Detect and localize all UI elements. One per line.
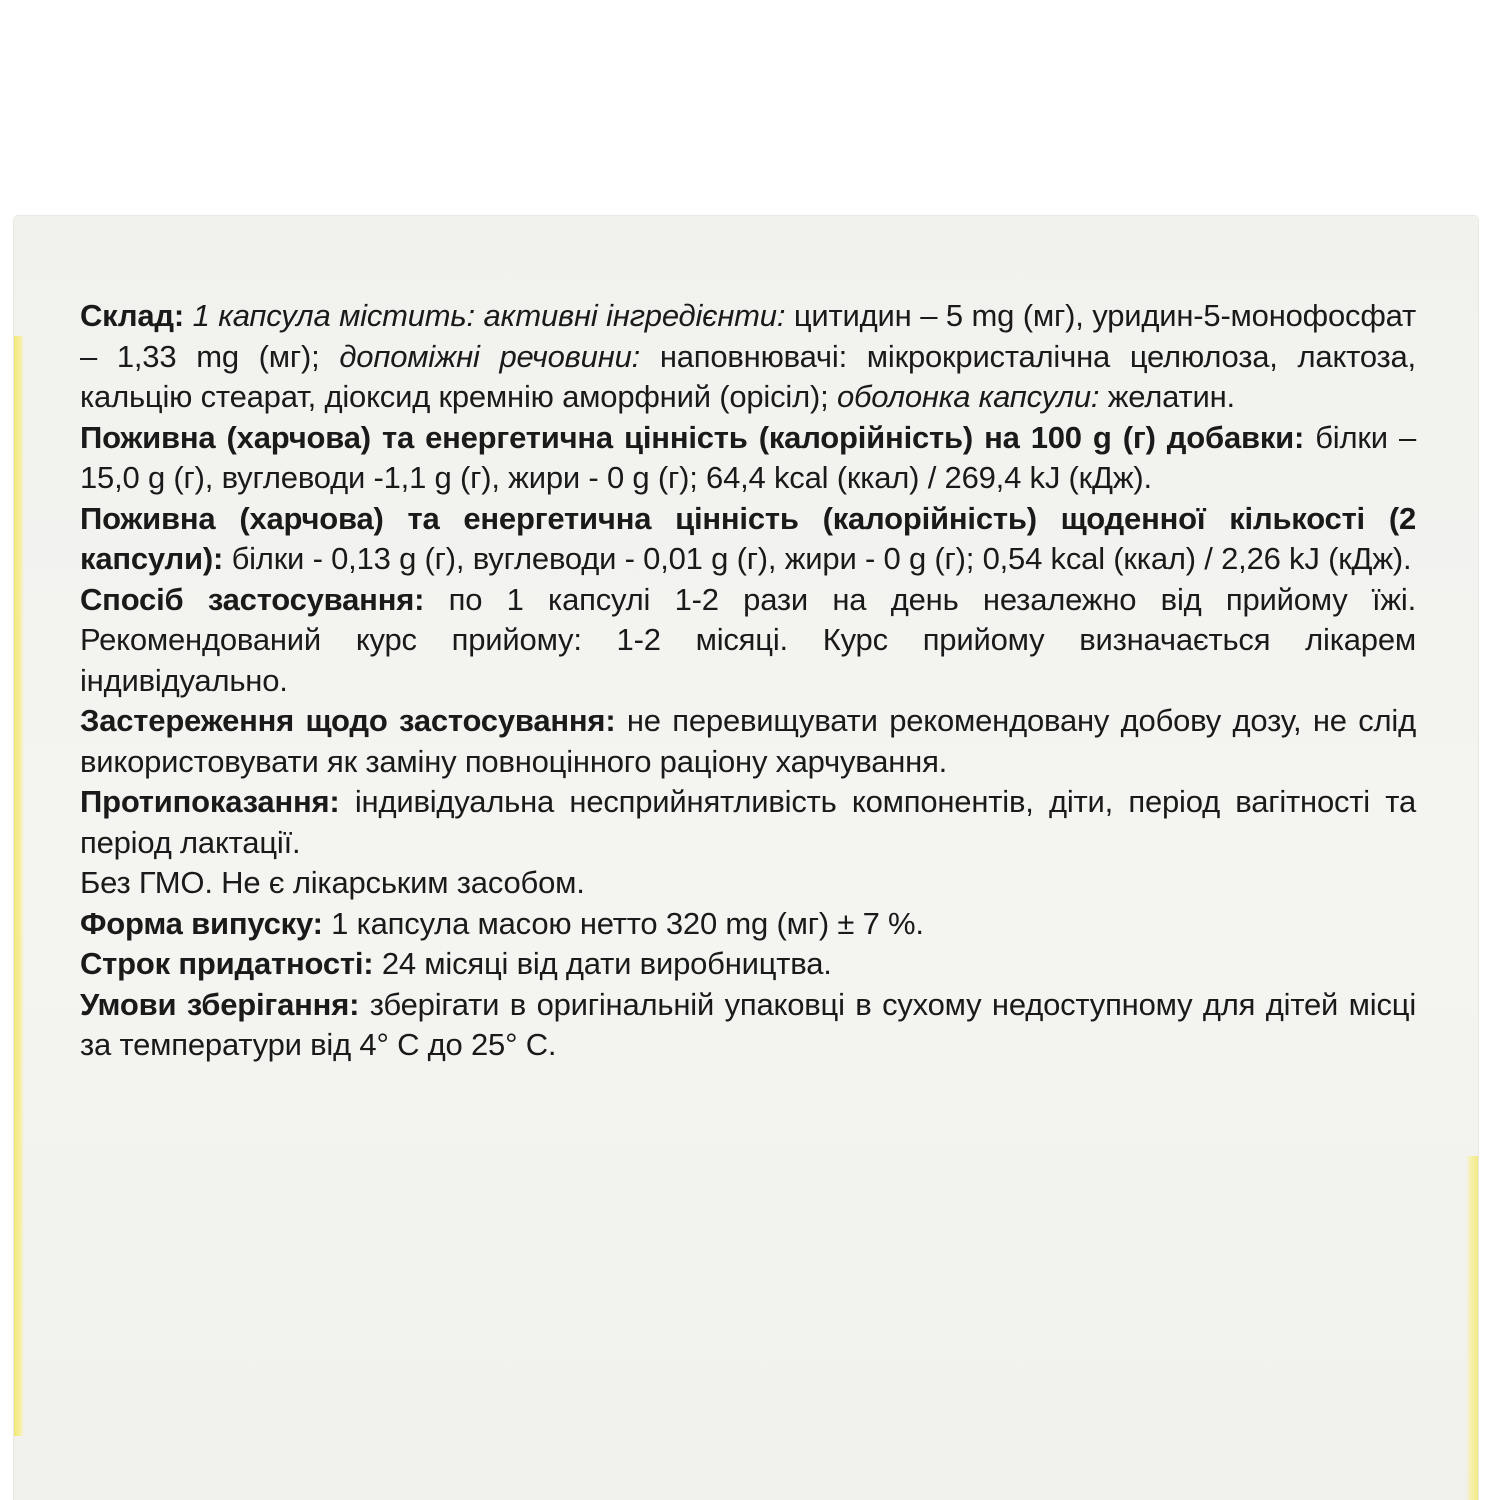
warnings-text: не перевищувати рекомендовану добову дозу, не слід використовувати як заміну повноцінного раціону харчування. (80, 703, 1416, 779)
contraindications-paragraph (80, 782, 1416, 863)
release-form-paragraph (80, 904, 1416, 945)
composition-heading: Склад: (80, 298, 193, 333)
gmo-text: Без ГМО. Не є лікарським засобом. (80, 865, 585, 900)
shelf-life-heading: Строк придатності: (80, 946, 382, 981)
nutrition-per-100g-paragraph (80, 418, 1416, 499)
label-text-block (80, 296, 1416, 1066)
storage-text: зберігати в оригінальній упаковці в сухому недоступному для дітей місці за температури від 4° С до 25° С. (80, 986, 1417, 1062)
composition-shell-label: оболонка капсули: (836, 379, 1108, 414)
nutrition-per-100g-values: білки – 15,0 g (г), вуглеводи -1,1 g (г), жири - 0 g (г); 64,4 kcal (ккал) / 269,4 kJ (кДж). (80, 419, 1416, 495)
nutrition-daily-values: білки - 0,13 g (г), вуглеводи - 0,01 g (г), жири - 0 g (г); 0,54 kcal (ккал) / 2,26 kJ (кДж). (231, 541, 1412, 576)
contraindications-heading: Протипоказання: (80, 784, 355, 819)
composition-paragraph (80, 296, 1416, 418)
shelf-life-paragraph (80, 944, 1416, 985)
contraindications-text: індивідуальна несприйнятливість компонентів, діти, період вагітності та період лактації. (80, 784, 1416, 860)
gmo-paragraph (80, 863, 1416, 904)
usage-heading: Спосіб застосування: (80, 581, 449, 617)
shelf-life-text: 24 місяці від дати виробництва. (381, 946, 832, 981)
nutrition-daily-paragraph (80, 499, 1416, 580)
nutrition-per-100g-heading: Поживна (харчова) та енергетична цінність (калорійність) на 100 g (г) добавки: (80, 419, 1316, 455)
composition-capsule-contains: 1 капсула містить: активні інгредієнти: (192, 298, 794, 333)
composition-excipients: наповнювачі: мікрокристалічна целюлоза, лактоза, кальцію стеарат, діоксид кремнію аморфний (орісіл); (80, 338, 1416, 414)
composition-shell: желатин. (1107, 379, 1235, 414)
usage-text: по 1 капсулі 1-2 рази на день незалежно від прийому їжі. Рекомендований курс прийому: 1-2 місяці. Курс прийому визначається лікарем індивідуально. (80, 581, 1416, 698)
box-left-edge (14, 336, 24, 1436)
nutrition-daily-heading: Поживна (харчова) та енергетична цінність (калорійність) щоденної кількості (2 капсули): (80, 500, 1416, 576)
composition-active-ingredients: цитидин – 5 mg (мг), уридин-5-монофосфат – 1,33 mg (мг); (80, 298, 1416, 374)
composition-excipients-label: допоміжні речовини: (339, 338, 660, 374)
box-right-edge (1466, 1156, 1478, 1500)
storage-heading: Умови зберігання: (80, 986, 370, 1022)
warnings-paragraph (80, 701, 1416, 782)
warnings-heading: Застереження щодо застосування: (80, 703, 627, 738)
usage-paragraph (80, 580, 1416, 702)
storage-paragraph (80, 985, 1416, 1066)
release-form-text: 1 капсула масою нетто 320 mg (мг) ± 7 %. (331, 905, 924, 941)
release-form-heading: Форма випуску: (80, 905, 332, 941)
